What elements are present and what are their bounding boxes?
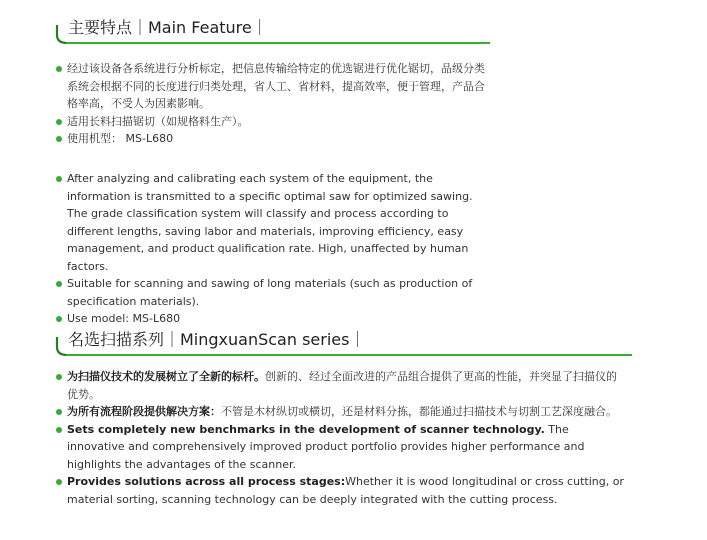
list-item: Use model: MS-L680 — [56, 310, 482, 328]
bullet-icon — [56, 66, 62, 72]
bullet-icon — [56, 427, 62, 433]
bullet-icon — [56, 281, 62, 287]
bullet-icon — [56, 136, 62, 142]
list-item: 适用长料扫描锯切（如规格料生产）。 — [56, 113, 486, 131]
list-item: Sets completely new benchmarks in the development of scanner technology. The innovative and comprehensively improved product portfolio provides higher performance and highlights the advantages of the scanner. — [56, 421, 626, 474]
list-item: After analyzing and calibrating each system of the equipment, the information is transmitted to a specific optimal saw for optimized sawing. The grade classification system will classify and process according to different lengths, saving labor and materials, improving efficiency, easy management, and product qualification rate. High, unaffected by human factors. — [56, 170, 482, 275]
feature-list-cn — [56, 60, 486, 148]
feature-list-en — [56, 170, 482, 328]
bullet-icon — [56, 316, 62, 322]
bullet-icon — [56, 409, 62, 415]
list-item: 经过该设备各系统进行分析标定，把信息传输给特定的优选锯进行优化锯切，品级分类系统会根据不同的长度进行归类处理，省人工、省材料，提高效率，便于管理，产品合格率高，不受人为因素影响。 — [56, 60, 486, 113]
list-item: Provides solutions across all process stages:Whether it is wood longitudinal or cross cutting, or material sorting, scanning technology can be deeply integrated with the cutting process. — [56, 473, 626, 508]
list-item: 为扫描仪技术的发展树立了全新的标杆。创新的、经过全面改进的产品组合提供了更高的性能，并突显了扫描仪的优势。 — [56, 368, 626, 403]
series-list — [56, 368, 626, 508]
section-divider — [66, 42, 490, 44]
section-title: 主要特点｜Main Feature｜ — [68, 18, 268, 37]
bullet-icon — [56, 176, 62, 182]
list-item: Suitable for scanning and sawing of long materials (such as production of specification materials). — [56, 275, 482, 310]
section-title: 名选扫描系列｜MingxuanScan series｜ — [68, 330, 366, 349]
bullet-icon — [56, 479, 62, 485]
bullet-icon — [56, 119, 62, 125]
bullet-icon — [56, 374, 62, 380]
list-item: 使用机型： MS-L680 — [56, 130, 486, 148]
section-divider — [66, 354, 632, 356]
list-item: 为所有流程阶段提供解决方案：不管是木材纵切或横切，还是材料分拣，都能通过扫描技术与切割工艺深度融合。 — [56, 403, 626, 421]
